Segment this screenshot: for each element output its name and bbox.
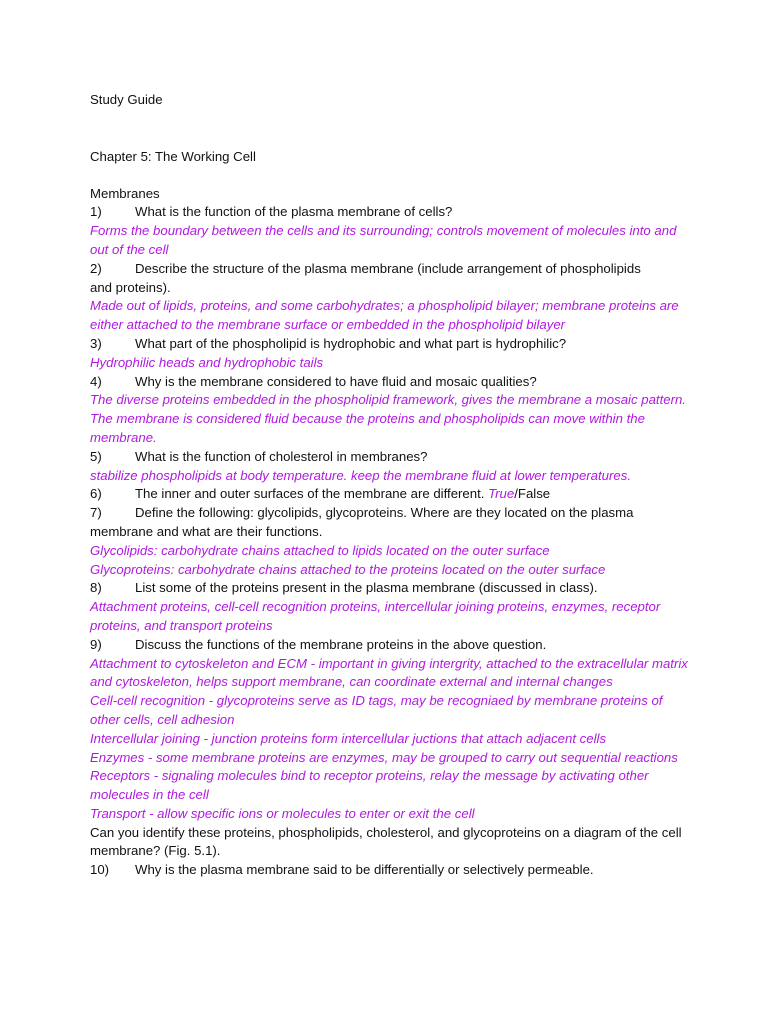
answer-6: True (488, 486, 515, 502)
question-9 (90, 636, 690, 655)
question-text: Why is the plasma membrane said to be differentially or selectively permeable. (135, 862, 594, 878)
question-text: Discuss the functions of the membrane proteins in the above question. (135, 636, 547, 652)
answer-9-attachment: Attachment to cytoskeleton and ECM - important in giving intergrity, attached to the extracellular matrix and cytoskeleton, helps support membrane, can coordinate external and internal changes (90, 655, 688, 690)
answer-8: Attachment proteins, cell-cell recognition proteins, intercellular joining proteins, enzymes, receptor proteins, and transport proteins (90, 599, 661, 633)
question-number: 7) (90, 505, 102, 521)
question-text: What part of the phospholipid is hydrophobic and what part is hydrophilic? (135, 335, 567, 351)
answer-1: Forms the boundary between the cells and its surrounding; controls movement of molecules into and out of the cell (90, 223, 677, 257)
question-text: What is the function of cholesterol in membranes? (135, 448, 428, 464)
question-number: 10) (90, 862, 110, 878)
chapter-heading: Chapter 5: The Working Cell (90, 148, 256, 164)
section-heading: Membranes (90, 185, 160, 201)
question-6-option: /False (514, 486, 551, 502)
question-number: 3) (90, 335, 102, 351)
answer-4: The diverse proteins embedded in the phospholipid framework, gives the membrane a mosaic pattern. The membrane is considered fluid because the proteins and phospholipids can move within the membrane. (90, 392, 686, 445)
question-10 (90, 861, 690, 880)
question-number: 8) (90, 580, 102, 596)
question-6 (90, 485, 690, 504)
question-6-text: The inner and outer surfaces of the membrane are different. (135, 486, 489, 502)
question-number: 2) (90, 260, 102, 276)
question-number: 1) (90, 204, 102, 220)
answer-2: Made out of lipids, proteins, and some carbohydrates; a phospholipid bilayer; membrane proteins are either attached to the membrane surface or embedded in the phospholipid bilayer (90, 298, 679, 333)
answer-3: Hydrophilic heads and hydrophobic tails (90, 354, 324, 370)
question-7 (90, 504, 690, 523)
answer-9-receptors: Receptors - signaling molecules bind to receptor proteins, relay the message by activating other molecules in the cell (90, 768, 649, 803)
question-3 (90, 335, 690, 354)
document-title: Study Guide (90, 92, 163, 107)
question-2 (90, 260, 690, 279)
question-1 (90, 203, 690, 222)
question-number: 9) (90, 636, 102, 652)
answer-5: stabilize phospholipids at body temperature. keep the membrane fluid at lower temperatures. (90, 467, 631, 483)
question-5 (90, 448, 690, 467)
answer-9-recognition: Cell-cell recognition - glycoproteins serve as ID tags, may be recogniaed by membrane proteins of other cells, cell adhesion (90, 693, 663, 727)
answer-9-joining: Intercellular joining - junction proteins form intercellular juctions that attach adjacent cells (90, 730, 607, 746)
question-number: 5) (90, 448, 102, 464)
answer-7-glycolipids: Glycolipids: carbohydrate chains attached to lipids located on the outer surface (90, 542, 550, 558)
question-text: What is the function of the plasma membrane of cells? (135, 204, 453, 220)
question-text: Define the following: glycolipids, glycoproteins. Where are they located on the plasma (135, 505, 634, 521)
question-7-continuation: membrane and what are their functions. (90, 523, 323, 539)
question-8 (90, 579, 690, 598)
question-2-continuation: and proteins). (90, 279, 171, 295)
answer-9-transport: Transport - allow specific ions or molecules to enter or exit the cell (90, 805, 475, 821)
question-4 (90, 373, 690, 392)
document-page (90, 91, 690, 880)
answer-9-enzymes: Enzymes - some membrane proteins are enzymes, may be grouped to carry out sequential reactions (90, 749, 678, 765)
figure-note: Can you identify these proteins, phospholipids, cholesterol, and glycoproteins on a diagram of the cell membrane? (Fig. 5.1). (90, 824, 682, 859)
question-text (135, 485, 690, 504)
question-text: List some of the proteins present in the plasma membrane (discussed in class). (135, 580, 598, 596)
question-text: Why is the membrane considered to have fluid and mosaic qualities? (135, 373, 537, 389)
question-text: Describe the structure of the plasma membrane (include arrangement of phospholipids (135, 260, 641, 276)
answer-7-glycoproteins: Glycoproteins: carbohydrate chains attached to the proteins located on the outer surface (90, 561, 606, 577)
question-number: 6) (90, 486, 102, 502)
question-number: 4) (90, 373, 102, 389)
